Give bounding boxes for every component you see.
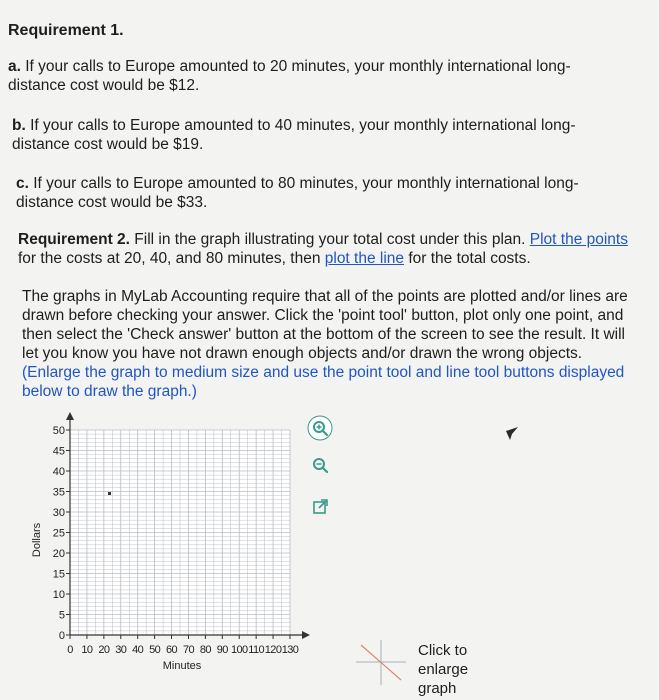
x-tick-label: 0 [67, 644, 73, 656]
x-axis-label: Minutes [162, 660, 202, 672]
x-tick-label: 50 [149, 644, 161, 656]
y-axis-label: Dollars [31, 522, 43, 558]
cursor-icon [506, 427, 518, 440]
x-tick-label: 130 [281, 644, 299, 656]
x-tick-label: 10 [81, 644, 93, 656]
y-tick-label: 10 [52, 589, 65, 601]
item-letter: a. [8, 58, 21, 75]
y-tick-label: 20 [52, 548, 65, 560]
x-tick-label: 40 [132, 644, 144, 656]
zoom-in-icon[interactable] [308, 416, 332, 440]
x-tick-label: 70 [182, 644, 194, 656]
instructions-note [22, 287, 640, 401]
note-hint: (Enlarge the graph to medium size and use the point tool and line tool buttons displayed below to draw the graph.) [22, 364, 625, 400]
y-axis-arrow [66, 412, 74, 420]
chart-grid [70, 430, 290, 635]
x-tick-label: 90 [216, 644, 228, 656]
enlarge-graph-label[interactable]: Click to enlarge graph [418, 642, 469, 697]
requirement2-text-before: Fill in the graph illustrating your total cost under this plan. [129, 231, 530, 248]
requirement2-paragraph [18, 230, 648, 268]
x-tick-label: 80 [199, 644, 211, 656]
plot-points-link[interactable]: Plot the points [529, 231, 628, 248]
x-tick-label: 20 [98, 644, 110, 656]
zoom-out-icon[interactable] [314, 459, 327, 472]
x-tick-label: 120 [264, 644, 282, 656]
enlarge-thumbnail-icon[interactable] [356, 640, 406, 685]
requirement1-item-c [16, 174, 616, 212]
x-tick-label: 60 [166, 644, 178, 656]
y-tick-label: 25 [52, 527, 65, 540]
requirement1-item-b [12, 116, 612, 154]
y-tick-label: 40 [52, 466, 65, 478]
item-text: If your calls to Europe amounted to 80 minutes, your monthly international long-distance cost would be $33. [16, 175, 579, 211]
requirement1-item-a [8, 57, 608, 95]
y-tick-label: 50 [52, 425, 65, 437]
grid-marker [108, 492, 111, 495]
graph-area [0, 400, 659, 700]
y-tick-label: 5 [58, 609, 65, 622]
requirement1-title: Requirement 1. [8, 22, 124, 39]
y-tick-label: 35 [52, 486, 65, 499]
requirement2-label: Requirement 2. [18, 231, 130, 248]
x-tick-label: 100 [230, 644, 248, 656]
y-tick-label: 45 [52, 445, 65, 458]
y-tick-label: 30 [52, 507, 65, 519]
popout-icon[interactable] [314, 500, 327, 513]
y-tick-label: 15 [52, 568, 65, 581]
requirement2-text-after: for the total costs. [404, 250, 531, 267]
requirement2-text-middle: for the costs at 20, 40, and 80 minutes, then [18, 250, 325, 267]
item-letter: b. [12, 117, 26, 134]
x-axis-arrow [302, 631, 310, 639]
y-tick-label: 0 [58, 630, 65, 642]
item-text: If your calls to Europe amounted to 40 minutes, your monthly international long-distance cost would be $19. [12, 117, 576, 153]
item-text: If your calls to Europe amounted to 20 minutes, your monthly international long-distance cost would be $12. [8, 58, 571, 94]
item-letter: c. [16, 175, 29, 192]
cost-chart[interactable] [0, 400, 659, 700]
note-text: The graphs in MyLab Accounting require that all of the points are plotted and/or lines are drawn before checking your answer. Click the 'point tool' button, plot only one point, and then select the 'Check answer' button at the bottom of the screen to see the result. It will let you know you have not drawn enough objects and/or drawn the wrong objects. [22, 288, 628, 362]
x-tick-label: 30 [115, 644, 127, 656]
plot-line-link[interactable]: plot the line [324, 250, 405, 267]
x-tick-label: 110 [248, 644, 265, 656]
